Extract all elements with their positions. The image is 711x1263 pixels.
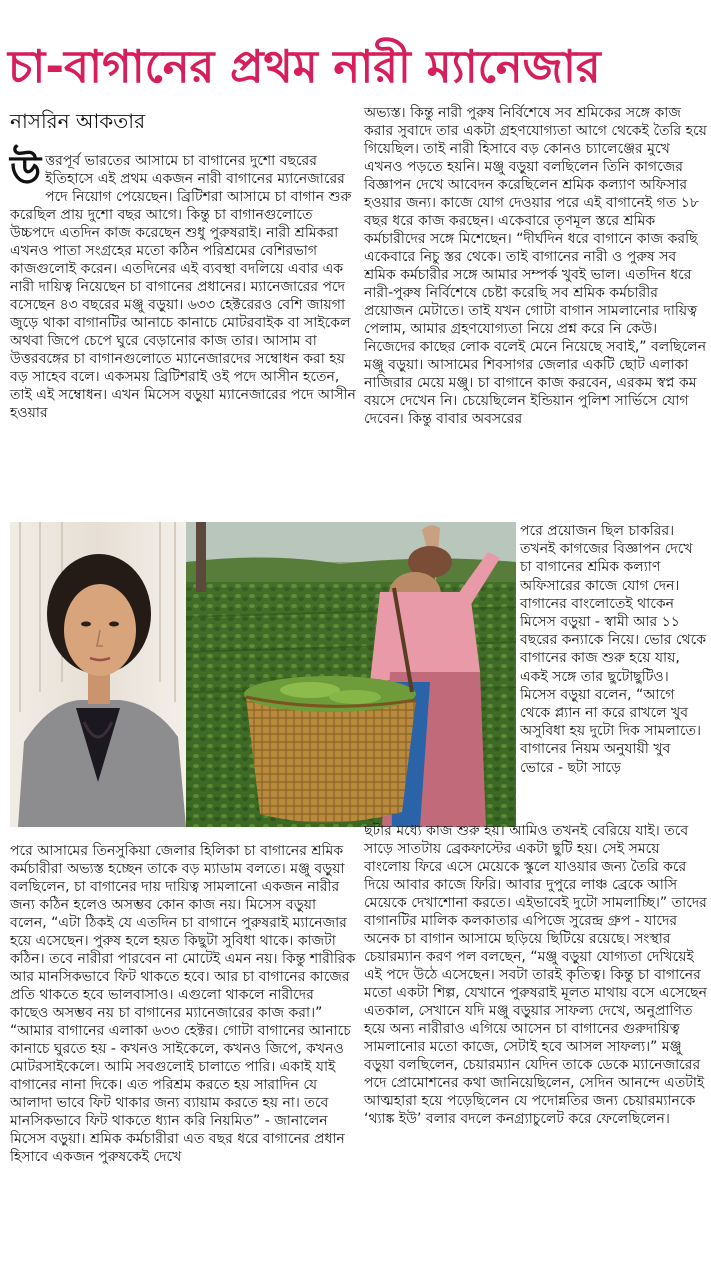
photo-strip [10, 522, 516, 827]
headline: চা-বাগানের প্রথম নারী ম্যানেজার [8, 40, 601, 93]
portrait-photo [10, 522, 186, 827]
article-column-right-bottom [364, 822, 709, 1128]
paragraph-right-mid: পরে প্রয়োজন ছিল চাকরির। তখনই কাগজের বিজ্ঞাপন দেখে চা বাগানের শ্রমিক কল্যাণ অফিসারের কাজে যোগ দেন। বাগানের বাংলোতেই থাকেন মিসেস বড়ুয়া - স্বামী আর ১১ বছরের কন্যাকে নিয়ে। ভোর থেকে বাগানের কাজ শুরু হয়ে যায়, একই সঙ্গে তার ছুটোছুটিও। মিসেস বড়ুয়া বলেন, “আগে থেকে প্ল্যান না করে রাখলে খুব অসুবিধা হয় দুটো দিক সামলাতে। বাগানের নিয়ম অনুযায়ী খুব ভোরে - ছটা সাড়ে [520, 523, 707, 776]
tea-plucker-photo [186, 522, 516, 827]
paragraph-right-top: অভ্যস্ত। কিন্তু নারী পুরুষ নির্বিশেষে সব শ্রমিকের সঙ্গে কাজ করার সুবাদে তার একটা গ্রহণযোগ্যতা আগে থেকেই তৈরি হয়ে গিয়েছিল। তাই নারী হিসাবে বড় কোনও চ্যালেঞ্জের মুখে এখনও পড়তে হয়নি। মঞ্জু বড়ুয়া বলছিলেন তিনি কাগজের বিজ্ঞাপন দেখে আবেদন করেছিলেন শ্রমিক কল্যাণ অফিসার হওয়ার জন্য। কাজে যোগ দেওয়ার পরে এই বাগানেই গত ১৮ বছর ধরে কাজ করছেন। একেবারে তৃণমূল স্তরে শ্রমিক কর্মচারীদের সঙ্গে মিশেছেন। “দীর্ঘদিন ধরে বাগানে কাজ করছি একেবারে নিচু স্তর থেকে। তাই বাগানের নারী ও পুরুষ সব শ্রমিক কর্মচারীর সঙ্গে আমার সম্পর্ক খুবই ভাল। এতদিন ধরে নারী-পুরুষ নির্বিশেষে চেষ্টা করেছি সব শ্রমিক কর্মচারীর প্রয়োজন মেটাতে। তাই যখন গোটা বাগান সামলানোর দায়িত্ব পেলাম, আমার গ্রহণযোগ্যতা নিয়ে প্রশ্ন করে নি কেউ। নিজেদের কাছের লোক বলেই মেনে নিয়েছে সবাই,” বলছিলেন মঞ্জু বড়ুয়া। আসামের শিবসাগর জেলার একটি ছোট এলাকা নাজিরার মেয়ে মঞ্জু। চা বাগানে কাজ করবেন, এরকম স্বপ্ন কম বয়সে দেখেন নি। চেয়েছিলেন ইন্ডিয়ান পুলিশ সার্ভিসে যোগ দেবেন। কিন্তু বাবার অবসরের [364, 105, 707, 427]
paragraph-right-bottom: ছটার মধ্যে কাজ শুরু হয়। আমিও তখনই বেরিয়ে যাই। তবে সাড়ে সাতটায় ব্রেকফাস্টের একটা ছুটি হয়। সেই সময়ে বাংলোয় ফিরে এসে মেয়েকে স্কুলে যাওয়ার জন্য তৈরি করে দিয়ে আবার কাজে ফিরি। আবার দুপুরে লাঞ্চ ব্রেকে আসি মেয়েকে দেখাশোনা করতে। এইভাবেই দুটো সামলাচ্ছি।” তাদের বাগানটির মালিক কলকাতার এপিজে সুরেন্দ্র গ্রুপ - যাদের অনেক চা বাগান আসামে ছড়িয়ে ছিটিয়ে রয়েছে। সংস্থার চেয়ারম্যান করণ পল বলছেন, “মঞ্জু বড়ুয়া যোগ্যতা দেখিয়েই এই পদে উঠে এসেছেন। সবটা তারই কৃতিত্ব। কিন্তু চা বাগানের মতো একটা শিল্প, যেখানে পুরুষরাই মূলত মাথায় বসে এসেছেন এতকাল, সেখানে যদি মঞ্জু বড়ুয়ার সাফল্য দেখে, অনুপ্রাণিত হয়ে অন্য নারীরাও এগিয়ে আসেন চা বাগানের গুরুদায়িত্ব সামলানোর মতো কাজে, সেটাই হবে আসল সাফল্য।” মঞ্জু বড়ুয়া বলছিলেন, চেয়ারম্যান যেদিন তাকে ডেকে ম্যানেজারের পদে প্রোমোশনের কথা জানিয়েছিলেন, সেদিন আনন্দে এতটাই আত্মহারা হয়ে পড়েছিলেন যে পদোন্নতির জন্য চেয়ারম্যানকে ‘থ্যাঙ্ক ইউ’ বলার বদলে কনগ্র্যাচুলেট করে ফেলেছিলেন। [364, 823, 707, 1127]
paragraph-left-top: ত্তরপূর্ব ভারতের আসামে চা বাগানের দুশো বছরের ইতিহাসে এই প্রথম একজন নারী বাগানের ম্যানেজারের পদে নিয়োগ পেয়েছেন। ব্রিটিশরা আসামে চা বাগান শুরু করেছিল প্রায় দুশো বছর আগে। কিন্তু চা বাগানগুলোতে উচ্চপদে এতদিন কাজ করেছেন শুধু পুরুষরাই। নারী শ্রমিকরা এখনও পাতা সংগ্রহের মতো কঠিন পরিশ্রমের বেশিরভাগ কাজগুলোই করেন। এতদিনের এই ব্যবস্থা বদলিয়ে এবার এক নারী দায়িত্ব নিয়েছেন চা বাগানের প্রধানের। ম্যানেজারের পদে বসেছেন ৪৩ বছরের মঞ্জু বড়ুয়া। ৬৩৩ হেক্টরেরও বেশি জায়গা জুড়ে থাকা বাগানটির আনাচে কানাচে মোটরবাইক বা সাইকেল অথবা জিপে চেপে ঘুরে বেড়ানোর কাজ তার। আসাম বা উত্তরবঙ্গের চা বাগানগুলোতে ম্যানেজারদের সম্বোধন করা হয় বড় সাহেব বলে। একসময় ব্রিটিশরাই ওই পদে আসীন হতেন, তাই এই সম্বোধন। এখন মিসেস বড়ুয়া ম্যানেজারের পদে আসীন হওয়ার [10, 153, 356, 421]
article-column-right-mid [520, 522, 708, 777]
article-column-right-top [364, 104, 709, 428]
byline: নাসরিন আকতার [10, 109, 146, 133]
paragraph-left-bottom: পরে আসামের তিনসুকিয়া জেলার হিলিকা চা বাগানের শ্রমিক কর্মচারীরা অভ্যস্ত হচ্ছেন তাকে বড় ম্যাডাম বলতে। মঞ্জু বড়ুয়া বলছিলেন, চা বাগানের দায় দায়িত্ব সামলানো একজন নারীর জন্য কঠিন হলেও অসম্ভব কোন কাজ নয়। মিসেস বড়ুয়া বলেন, “এটা ঠিকই যে এতদিন চা বাগানে পুরুষরাই ম্যানেজার হয়ে এসেছেন। পুরুষ হলে হয়ত কিছুটা সুবিধা থাকে। কাজটা কঠিন। তবে নারীরা পারবেন না মোটেই এমন নয়। কিন্তু শারীরিক আর মানসিকভাবে ফিট থাকতে হবে। আর চা বাগানের কাজের প্রতি থাকতে হবে ভালবাসাও। এগুলো থাকলে নারীদের কাছেও অসম্ভব নয় চা বাগানের ম্যানেজারের কাজ করা।” “আমার বাগানের এলাকা ৬৩৩ হেক্টর। গোটা বাগানের আনাচে কানাচে ঘুরতে হয় - কখনও সাইকেলে, কখনও জিপে, কখনও মোটরসাইকেলে। আমি সবগুলোই চালাতে পারি। একাই যাই বাগানের নানা দিকে। এত পরিশ্রম করতে হয় সারাদিন যে আলাদা ভাবে ফিট থাকার জন্য ব্যায়াম করতে হয় না। তবে মানসিকভাবে ফিট থাকতে ধ্যান করি নিয়মিত” - জানালেন মিসেস বড়ুয়া। শ্রমিক কর্মচারীরা এত বছর ধরে বাগানের প্রধান হিসাবে একজন পুরুষকেই দেখে [10, 843, 356, 1165]
article-column-left-top [10, 148, 356, 422]
article-column-left-bottom [10, 842, 356, 1166]
drop-cap: উ [10, 148, 42, 194]
